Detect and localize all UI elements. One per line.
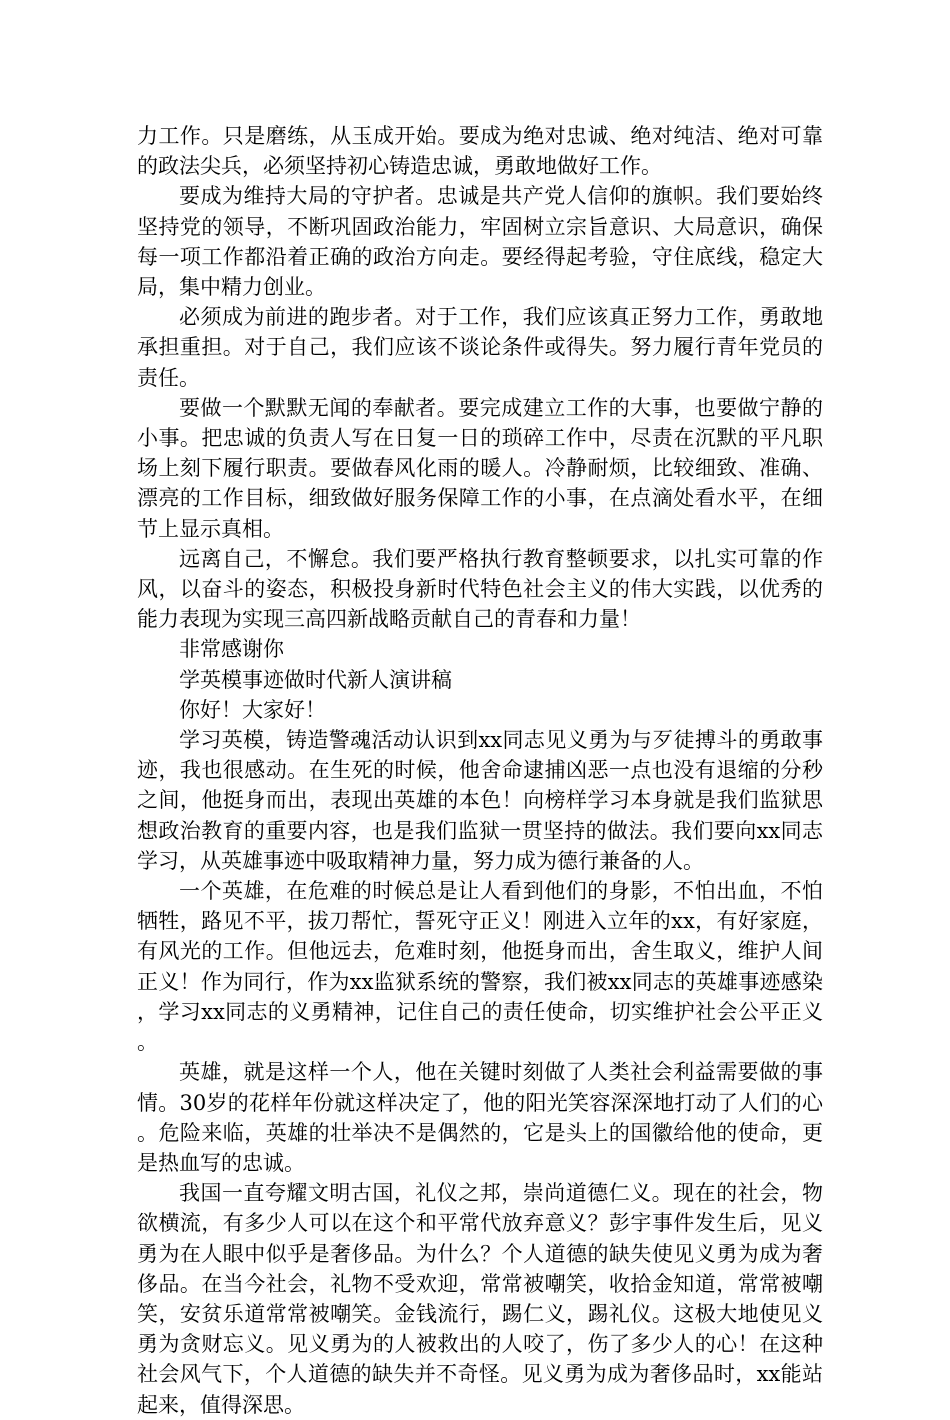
document-body — [137, 121, 823, 1420]
speech-title: 学英模事迹做时代新人演讲稿 — [179, 667, 452, 692]
closing-thanks: 非常感谢你 — [179, 637, 284, 662]
paragraph-morality: 我国一直夸耀文明古国，礼仪之邦，崇尚道德仁义。现在的社会，物欲横流，有多少人可以在这个和平常代放弃意义？彭宇事件发生后，见义勇为在人眼中似乎是奢侈品。为什么？个人道德的缺失使见义勇为成为奢侈品。在当今社会，礼物不受欢迎，常常被嘲笑，收拾金知道，常常被嘲笑，安贫乐道常常被嘲笑。金钱流行，踢仁义，踢礼仪。这极大地使见义勇为贪财忘义。见义勇为的人被救出的人咬了，伤了多少人的心！在这种社会风气下，个人道德的缺失并不奇怪。见义勇为成为奢侈品时，xx能站起来，值得深思。 — [137, 1181, 823, 1417]
paragraph-no-slack: 远离自己，不懈怠。我们要严格执行教育整顿要求，以扎实可靠的作风，以奋斗的姿态，积极投身新时代特色社会主义的伟大实践，以优秀的能力表现为实现三高四新战略贡献自己的青春和力量！ — [137, 546, 823, 632]
paragraph-hero: 一个英雄，在危难的时候总是让人看到他们的身影，不怕出血，不怕牺牲，路见不平，拔刀帮忙，誓死守正义！刚进入立年的xx，有好家庭，有风光的工作。但他远去，危难时刻，他挺身而出，舍生取义，维护人间正义！作为同行，作为xx监狱系统的警察，我们被xx同志的英雄事迹感染，学习xx同志的义勇精神，记住自己的责任使命，切实维护社会公平正义。 — [137, 879, 823, 1055]
paragraph-runner: 必须成为前进的跑步者。对于工作，我们应该真正努力工作，勇敢地承担重担。对于自己，我们应该不谈论条件或得失。努力履行青年党员的责任。 — [137, 305, 823, 390]
paragraph-hero-definition: 英雄，就是这样一个人，他在关键时刻做了人类社会利益需要做的事情。30岁的花样年份就这样决定了，他的阳光笑容深深地打动了人们的心。危险来临，英雄的壮举决不是偶然的，它是头上的国徽给他的使命，更是热血写的忠诚。 — [137, 1060, 823, 1175]
paragraph-learning: 学习英模，铸造警魂活动认识到xx同志见义勇为与歹徒搏斗的勇敢事迹，我也很感动。在生死的时候，他舍命逮捕凶恶一点也没有退缩的分秒之间，他挺身而出，表现出英雄的本色！向榜样学习本身就是我们监狱思想政治教育的重要内容，也是我们监狱一贯坚持的做法。我们要向xx同志学习，从英雄事迹中吸取精神力量，努力成为德行兼备的人。 — [137, 728, 823, 873]
paragraph-contributor: 要做一个默默无闻的奉献者。要完成建立工作的大事，也要做宁静的小事。把忠诚的负责人写在日复一日的琐碎工作中，尽责在沉默的平凡职场上刻下履行职责。要做春风化雨的暖人。冷静耐烦，比较细致、准确、漂亮的工作目标，细致做好服务保障工作的小事，在点滴处看水平，在细节上显示真相。 — [137, 395, 823, 541]
greeting: 你好！大家好！ — [179, 697, 326, 722]
paragraph-guardian: 要成为维持大局的守护者。忠诚是共产党人信仰的旗帜。我们要始终坚持党的领导，不断巩固政治能力，牢固树立宗旨意识、大局意识，确保每一项工作都沿着正确的政治方向走。要经得起考验，守住底线，稳定大局，集中精力创业。 — [137, 184, 823, 300]
paragraph-continuation: 力工作。只是磨练，从玉成开始。要成为绝对忠诚、绝对纯洁、绝对可靠的政法尖兵，必须坚持初心铸造忠诚，勇敢地做好工作。 — [137, 124, 823, 179]
